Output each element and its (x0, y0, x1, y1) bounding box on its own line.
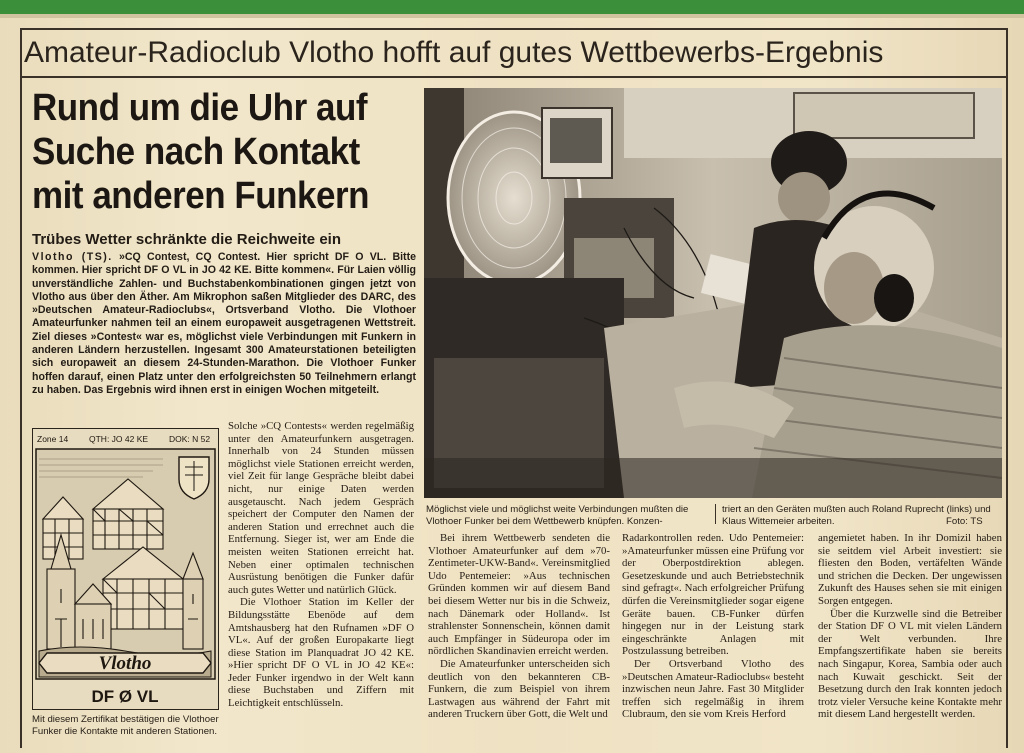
frame-left-rule (20, 28, 22, 748)
cert-town-name: Vlotho (98, 653, 152, 674)
cert-qth: QTH: JO 42 KE (89, 434, 149, 444)
photo-drawing (424, 88, 1002, 498)
photo-caption-left: Möglichst viele und möglichst weite Verbindungen mußten die Vlothoer Funker bei dem Wettbewerb knüpfen. Konzen- (426, 504, 689, 527)
column-2-paragraph-2: Die Amateurfunker unterscheiden sich deutlich von den bekannteren CB-Funkern, die zum Beispiel von ihrem Lastwagen aus während der Fahrt mit anderen Truckern über Gott, die Welt und (428, 657, 610, 721)
lead-paragraph (32, 251, 416, 397)
kicker-headline: Amateur-Radioclub Vlotho hofft auf gutes Wettbewerbs-Ergebnis (24, 36, 884, 69)
qsl-certificate-image (32, 428, 219, 710)
column-1-paragraph-1: Solche »CQ Contests« werden regelmäßig unter den Amateurfunkern ausgetragen. Innerhalb von 24 Stunden müssen möglichst viele Stationen erreicht werden, viel Zeit für lange Gespräche bleibt dabei nicht, nur einige Daten werden ausgetauscht. Nach jedem Gespräch speichert der Computer den Namen der anderen Station und errechnet auch die Entfernung. Sieger ist, wer am Ende die meisten weiten Stationen erreicht hat. Neben einer optimalen technischen Ausrüstung benötigen die Funker dafür auch gutes Wetter und natürlich Glück. (228, 420, 414, 596)
lead-text: »CQ Contest, CQ Contest. Hier spricht DF O VL. Bitte kommen. Hier spricht DF O VL in JO 42 KE. Bitte kommen«. Für Laien völlig unverständliche Zahlen- und Buchstabenkombinationen gingen jetzt von Vlotho aus über den Äther. Am Mikrophon saßen Mitglieder des DARC, des »Deutschen Amateur-Radioclubs«, Ortsverband Vlotho. Die Vlothoer Amateurfunker nahmen teil an einem europaweit ausgetragenen Wettstreit. Ziel dieses »Contest« war es, möglichst viele Verbindungen mit Funkern in anderen Ländern herzustellen. Ingesamt 300 Amateurstationen beteiligten sich europaweit an diesem 24-Stunden-Marathon. Die Vlothoer Funker hoffen darauf, einen Platz unter den erfolgreichsten 50 Teilnehmern erlangt zu haben. Das Ergebnis wird ihnen erst in einigen Wochen mitgeteilt. (32, 251, 417, 396)
column-2-paragraph-1: Bei ihrem Wettbewerb sendeten die Vlothoer Amateurfunker auf dem »70-Zentimeter-UKW-Band«. Vereinsmitglied Udo Pentemeier: »Aus technischen Gründen kommen wir auf diesem Band bei diesem Wetter nur bis in die Schweiz, nach Dänemark oder Holland«. Ist strahlenster Sonnenschein, können damit auch Empfänger in Südeuropa oder im nördlichen Skandinavien erreicht werden. (428, 532, 610, 658)
article-column-4 (818, 532, 1002, 721)
dateline: Vlotho (TS). (32, 251, 113, 263)
photo-caption-right: triert an den Geräten mußten auch Roland Ruprecht (links) und Klaus Wittemeier arbeiten. (722, 504, 991, 527)
headline-line-2: Suche nach Kontakt (32, 131, 360, 173)
article-column-3 (622, 532, 804, 721)
photo-credit: Foto: TS (946, 516, 983, 527)
kicker-bottom-rule (20, 76, 1008, 78)
cert-callsign: DF Ø VL (91, 687, 159, 706)
column-4-paragraph-1: angemietet haben. In ihr Domizil haben sie seitdem viel Arbeit investiert: sie fliesten den Boden, vertäfelten Wände und strichen die Decken. Der ungewissen Zukunft des Hauses sehen sie mit einigen Sorgen entgegen. (818, 532, 1002, 607)
column-4-paragraph-2: Über die Kurzwelle sind die Betreiber der Station DF O VL mit vielen Ländern der Welt verbunden. Ihre Empfangszertifikate haben sie bereits nach Singapur, Korea, Sambia oder auch nach Kuwait geschickt. Seit der Besetzung durch den Irak konnten jedoch trotz vieler Versuche keine Kontakte mehr mit diesem Land hergestellt werden. (818, 607, 1002, 721)
headline-line-3: mit anderen Funkern (32, 175, 370, 217)
subheadline: Trübes Wetter schränkte die Reichweite ein (32, 231, 341, 248)
headline-line-1: Rund um die Uhr auf (32, 87, 368, 129)
column-1-paragraph-2: Die Vlothoer Station im Keller der Bildungsstätte Ebenöde auf dem Amtshausberg hat den Rufnamen »DF O VL«. Auf der großen Europakarte liegt diese Station im Planquadrat JO 42 KE. »Hier spricht DF O VL in JO 42 KE«: Jeder Funker irgendwo in der Welt kann diese Buchstaben und Ziffern mit Leichtigkeit entschlüsseln. (228, 596, 414, 710)
certificate-drawing (33, 429, 218, 709)
green-top-stripe (0, 0, 1024, 14)
radio-operators-photo (424, 88, 1002, 498)
cert-zone: Zone 14 (37, 434, 69, 444)
main-headline (32, 86, 382, 218)
column-3-paragraph-1: Radarkontrollen reden. Udo Pentemeier: »Amateurfunker müssen eine Prüfung vor der Oberpostdirektion ablegen. Gesetzeskunde und auch Betriebstechnik sind gefragt«. Nach erfolgreicher Prüfung dürfen die Vereinsmitglieder sogar eigene Geräte bauen. CB-Funker dürfen hingegen nur in der Leistung stark eingeschränkte Anlagen mit Postzulassung betreiben. (622, 532, 804, 658)
certificate-caption: Mit diesem Zertifikat bestätigen die Vlothoer Funker die Kontakte mit anderen Stationen. (32, 714, 219, 737)
frame-right-rule (1006, 28, 1008, 748)
coat-of-arms-icon (179, 457, 209, 499)
column-3-paragraph-2: Der Ortsverband Vlotho des »Deutschen Amateur-Radioclubs« besteht inzwischen neun Jahre. Fast 30 Mitglider treffen sich regelmäßig in ihrem Clubraum, den sie vom Kreis Herford (622, 657, 804, 721)
article-column-1 (228, 420, 414, 710)
top-margin-band (0, 14, 1024, 18)
article-column-2 (428, 532, 610, 721)
cert-dok: DOK: N 52 (169, 434, 211, 444)
frame-top-rule (20, 28, 1008, 30)
caption-divider (715, 504, 716, 524)
